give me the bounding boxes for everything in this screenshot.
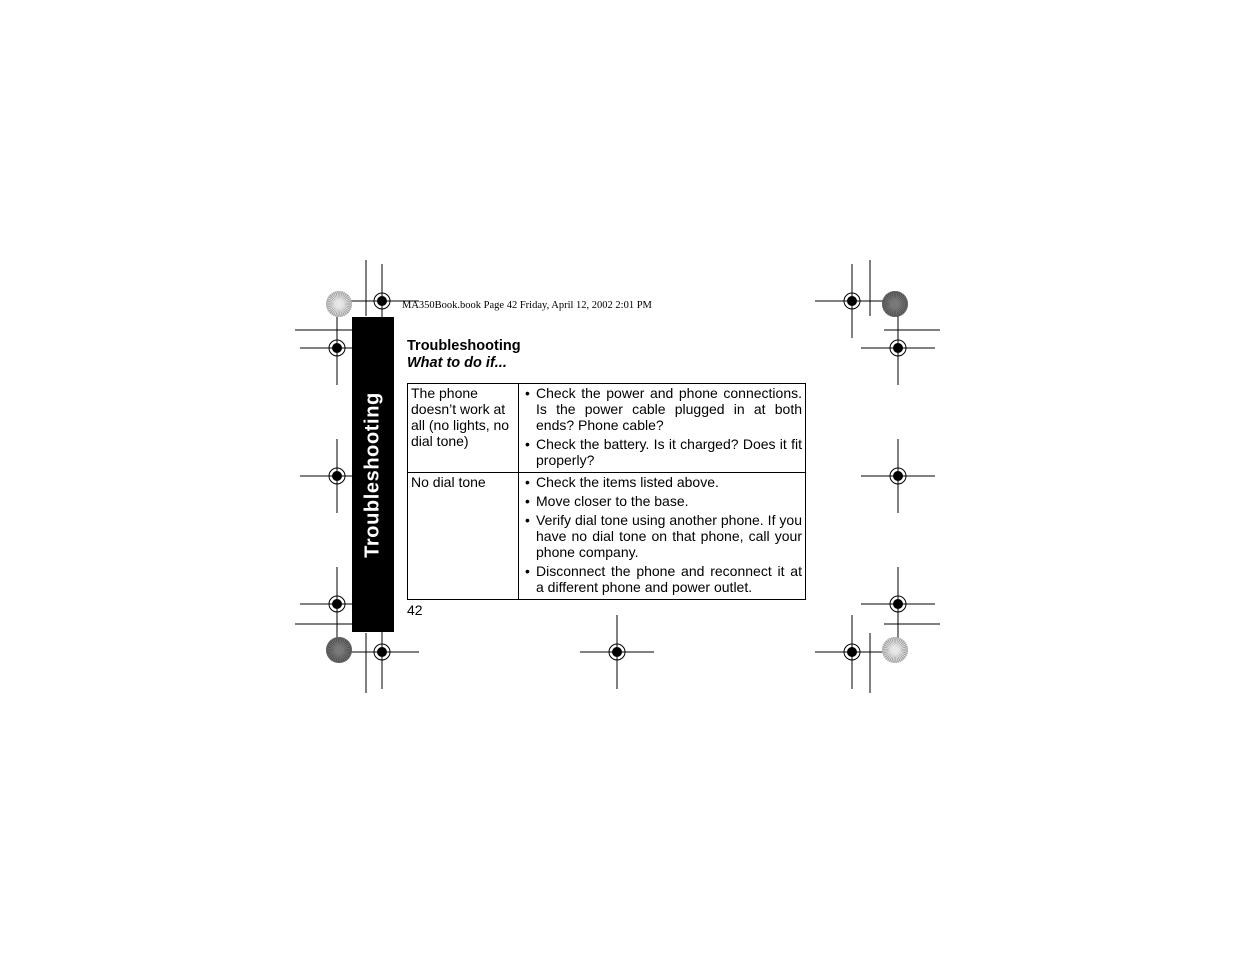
- list-item: • Verify dial tone using another phone. If you have no dial tone on that phone, call your phone company.: [522, 512, 802, 560]
- side-tab-label: Troubleshooting: [361, 392, 384, 558]
- page-number: 42: [407, 602, 423, 618]
- registration-target-icon: [815, 615, 889, 689]
- registration-target-icon: [815, 264, 889, 338]
- registration-target-icon: [861, 311, 935, 385]
- registration-target-icon: [861, 567, 935, 641]
- section-side-tab: [352, 317, 394, 632]
- table-row: [408, 384, 806, 473]
- problem-cell: The phone doesn’t work at all (no lights, no dial tone): [408, 384, 519, 473]
- registration-target-icon: [861, 439, 935, 513]
- solution-cell: [519, 473, 806, 600]
- list-item: • Move closer to the base.: [522, 493, 802, 509]
- section-title: Troubleshooting: [407, 338, 521, 354]
- troubleshooting-table: [407, 383, 806, 600]
- header-slug: MA350Book.book Page 42 Friday, April 12, 2002 2:01 PM: [402, 300, 652, 311]
- solution-list: [522, 385, 802, 468]
- list-item: • Check the power and phone connections. Is the power cable plugged in at both ends? Phone cable?: [522, 385, 802, 433]
- star-target-icon: [326, 637, 352, 663]
- section-heading: [407, 338, 521, 372]
- problem-cell: No dial tone: [408, 473, 519, 600]
- solution-cell: [519, 384, 806, 473]
- registration-target-icon: [580, 615, 654, 689]
- list-item: • Check the battery. Is it charged? Does it fit properly?: [522, 436, 802, 468]
- solution-list: [522, 474, 802, 595]
- star-target-icon: [882, 637, 908, 663]
- star-target-icon: [882, 291, 908, 317]
- table-row: [408, 473, 806, 600]
- list-item: • Check the items listed above.: [522, 474, 802, 490]
- list-item: • Disconnect the phone and reconnect it at a different phone and power outlet.: [522, 563, 802, 595]
- section-subtitle: What to do if...: [407, 355, 507, 371]
- star-target-icon: [326, 291, 352, 317]
